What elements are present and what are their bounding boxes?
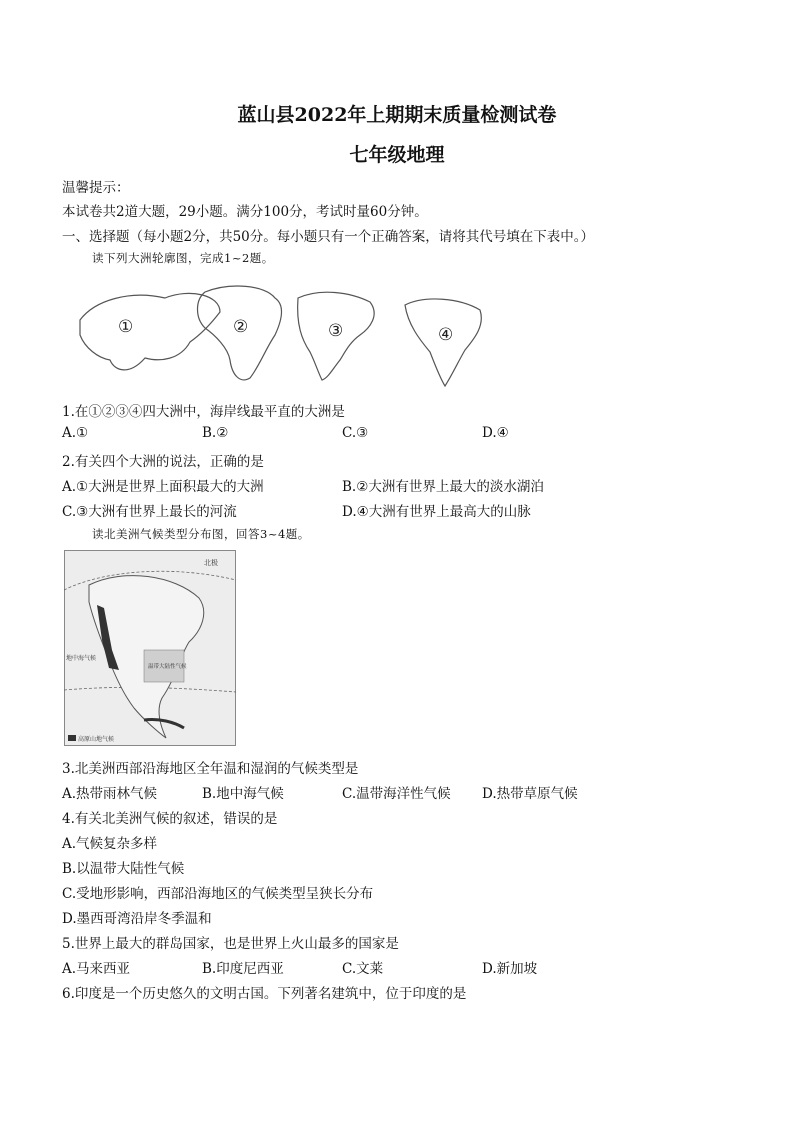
continent-label-3: ③ bbox=[328, 321, 344, 341]
exam-title: 蓝山县2022年上期期末质量检测试卷 bbox=[237, 104, 557, 126]
question-2-option-c: C.③大洲有世界上最长的河流 bbox=[62, 504, 237, 520]
section-heading: 一、选择题（每小题2分，共50分。每小题只有一个正确答案，请将其代号填在下表中。） bbox=[62, 229, 595, 245]
question-2-stem: 2.有关四个大洲的说法，正确的是 bbox=[62, 454, 264, 470]
question-4-option-a: A.气候复杂多样 bbox=[62, 836, 158, 852]
question-1-option-b: B.② bbox=[202, 425, 229, 441]
tips-label: 温馨提示： bbox=[62, 180, 130, 196]
question-1-option-c: C.③ bbox=[342, 425, 369, 441]
question-3-option-c: C.温带海洋性气候 bbox=[342, 786, 451, 802]
continent-outline-1 bbox=[80, 293, 220, 369]
tips-text: 本试卷共2道大题，29小题。满分100分，考试时量60分钟。 bbox=[62, 204, 428, 220]
question-3-option-a: A.热带雨林气候 bbox=[62, 786, 158, 802]
question-4-stem: 4.有关北美洲气候的叙述，错误的是 bbox=[62, 811, 278, 827]
map-label-arctic: 北极 bbox=[204, 559, 218, 567]
question-3-option-d: D.热带草原气候 bbox=[482, 786, 578, 802]
continent-outlines-figure bbox=[70, 280, 500, 390]
question-5-option-d: D.新加坡 bbox=[482, 961, 538, 977]
question-1-option-a: A.① bbox=[62, 425, 89, 441]
question-4-option-b: B.以温带大陆性气候 bbox=[62, 861, 185, 877]
north-america-climate-map bbox=[64, 550, 236, 746]
question-2-option-d: D.④大洲有世界上最高大的山脉 bbox=[342, 504, 531, 520]
question-1-option-d: D.④ bbox=[482, 425, 509, 441]
map-label-continental: 温带大陆性气候 bbox=[148, 664, 187, 670]
question-5-option-c: C.文莱 bbox=[342, 961, 384, 977]
exam-subtitle: 七年级地理 bbox=[349, 144, 445, 166]
read-instruction-2: 读北美洲气候类型分布图，回答3~4题。 bbox=[92, 527, 310, 541]
question-1-stem: 1.在①②③④四大洲中，海岸线最平直的大洲是 bbox=[62, 404, 345, 420]
question-3-option-b: B.地中海气候 bbox=[202, 786, 284, 802]
question-6-stem: 6.印度是一个历史悠久的文明古国。下列著名建筑中，位于印度的是 bbox=[62, 986, 467, 1002]
question-2-option-a: A.①大洲是世界上面积最大的大洲 bbox=[62, 479, 264, 495]
question-4-option-c: C.受地形影响，西部沿海地区的气候类型呈狭长分布 bbox=[62, 886, 374, 902]
question-5-option-a: A.马来西亚 bbox=[62, 961, 131, 977]
continent-label-1: ① bbox=[118, 317, 134, 337]
question-5-stem: 5.世界上最大的群岛国家，也是世界上火山最多的国家是 bbox=[62, 936, 399, 952]
map-legend-highland: 高原山地气候 bbox=[78, 736, 115, 743]
question-4-option-d: D.墨西哥湾沿岸冬季温和 bbox=[62, 911, 212, 927]
read-instruction-1: 读下列大洲轮廓图，完成1~2题。 bbox=[92, 251, 274, 265]
question-2-option-b: B.②大洲有世界上最大的淡水湖泊 bbox=[342, 479, 544, 495]
map-label-mediterranean: 地中海气候 bbox=[66, 655, 97, 662]
question-5-option-b: B.印度尼西亚 bbox=[202, 961, 284, 977]
continent-label-2: ② bbox=[233, 317, 249, 337]
continent-label-4: ④ bbox=[438, 325, 454, 345]
question-3-stem: 3.北美洲西部沿海地区全年温和湿润的气候类型是 bbox=[62, 761, 359, 777]
